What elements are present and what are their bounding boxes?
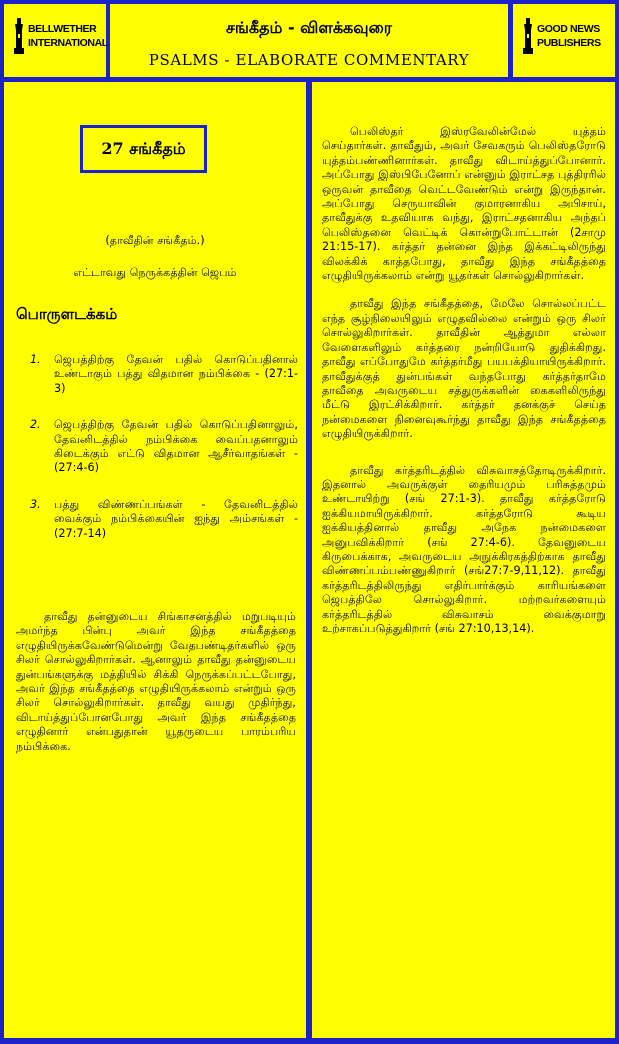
list-item — [30, 498, 298, 541]
list-item — [30, 353, 298, 396]
list-item-number: 1. — [30, 353, 41, 366]
prayer-line: எட்டாவது நெருக்கத்தின் ஜெபம் — [73, 266, 237, 279]
intro-paragraph: தாவீது தன்னுடைய சிங்காசனத்தில் மறுபடியும் அமர்ந்த பின்பு அவர் இந்த சங்கீதத்தை எழுதியிருக்கவேண்டுமென்று வேதபண்டிதர்களில் ஒரு சிலர் சொல்லுகிறார்கள். ஆனாலும் தாவீது தன்னுடைய துன்பங்களுக்கு மத்தியில் சிக்கி நெருக்கப்பட்டபோது, அவர் இந்த சங்கீதத்தை எழுதியிருக்கலாம் என்றும் ஒரு சிலர் சொல்லுகிறார்கள். தாவீது வயது முதிர்ந்து, விடாய்த்துப்போனபோது அவர் இந்த சங்கீதத்தை எழுதினார் என்பதுதான் யூதருடைய பாரம்பரிய நம்பிக்கை. — [16, 610, 296, 753]
psalm-subtitle: (தாவீதின் சங்கீதம்.) — [105, 234, 205, 247]
commentary-paragraph: பெலிஸ்தர் இஸ்ரவேலின்மேல் யுத்தம் செய்தார்கள். தாவீதும், அவர் சேவகரும் பெலிஸ்தரோடு யுத்தம்பண்ணினார்கள். தாவீது விடாய்த்துப்போனார். அப்போது இஸ்பிபேனோப் என்னும் இராட்சத புத்திரரில் ஒருவன் தாவீதை வெட்டவேண்டும் என்று இருந்தான். அப்போது செருயாவின் குமாரனாகிய அபிசாய், தாவீதுக்கு உதவியாக வந்து, இராட்சதனாகிய அந்தப் பெலிஸ்தனை வெட்டிக் கொன்றுபோட்டான் (2சாமு 21:15-17). கர்த்தர் தன்னை இந்த இக்கட்டிலிருந்து விலக்கிக் காத்தபோது, தாவீது இந்த சங்கீதத்தை எழுதியிருக்கலாம் என்று யூதர்கள் சொல்லுகிறார்கள். — [322, 125, 606, 283]
list-item-text: பத்து விண்ணப்பங்கள் - தேவனிடத்தில் வைக்கும் நம்பிக்கையின் ஐந்து அம்சங்கள் - (27:7-14) — [54, 497, 298, 540]
goodnews-logo — [521, 16, 611, 66]
logo-left-line2: INTERNATIONAL — [28, 37, 108, 49]
publisher-logo-bellwether — [4, 4, 106, 77]
bellwether-logo — [12, 16, 108, 66]
commentary-paragraph: தாவீது இந்த சங்கீதத்தை, மேலே சொல்லப்பட்ட எந்த சூழ்நிலையிலும் எழுதவில்லை என்றும் ஒரு சிலர் சொல்லுகிறார்கள். தாவீதின் ஆத்துமா எல்லா வேளைகளிலும் கர்த்தரை நன்றியோடு துதிக்கிறது. தாவீது எப்போதுமே கர்த்தர்மீது பயபக்தியாயிருக்கிறார். தாவீதுக்குத் துன்பங்கள் வந்தபோது கர்த்தர்தாமே தாவீதை அவருடைய சத்துருக்களின் கைகளிலிருந்து மீட்டு இரட்சிக்கிறார். கர்த்தர் தனக்குச் செய்த நன்மைகளை நினைவுகூர்ந்து தாவீது இந்த சங்கீதத்தை எழுதியிருக்கிறார். — [322, 297, 606, 441]
list-item-text: ஜெபத்திற்கு தேவன் பதில் கொடுப்பதினால் உண்டாகும் பத்து விதமான நம்பிக்கை - (27:1-3) — [54, 353, 298, 395]
right-column — [312, 82, 615, 1038]
list-item — [30, 418, 298, 476]
page-title-tamil: சங்கீதம் - விளக்கவுரை — [225, 18, 392, 37]
left-column — [4, 82, 306, 1038]
list-item-text: ஜெபத்திற்கு தேவன் பதில் கொடுப்பதினாலும், தேவனிடத்தில் நம்பிக்கை வைப்பதனாலும் கிடைக்கும் எட்டு விதமான ஆசீர்வாதங்கள் - (27:4-6) — [54, 418, 298, 475]
logo-right-line2: PUBLISHERS — [537, 37, 601, 49]
logo-right-line1: GOOD NEWS — [537, 23, 600, 35]
header-title-panel — [110, 4, 508, 77]
publisher-logo-goodnews — [513, 4, 615, 77]
list-item-number: 3. — [30, 497, 41, 511]
logo-left-line1: BELLWETHER — [28, 23, 97, 35]
contents-list — [30, 353, 298, 563]
page-title-english: PSALMS - ELABORATE COMMENTARY — [148, 51, 470, 69]
list-item-number: 2. — [30, 418, 41, 432]
commentary-paragraph: தாவீது கர்த்தரிடத்தில் விசுவாசத்தோடிருக்கிறார். இதனால் அவருக்குள் தைரியமும் பரிசுத்தமும் உண்டாயிற்று (சங் 27:1-3). தாவீது கர்த்தரோடு ஐக்கியமாயிருக்கிறார். கர்த்தரோடு கூடிய ஐக்கியத்தினால் தாவீது அநேக நன்மைகளை அனுபவிக்கிறார் (சங் 27:4-6). தேவனுடைய கிருபைக்காக, அவருடைய அநுக்கிரகத்திற்காக தாவீது விண்ணப்பம்பண்ணுகிறார் (சங்27:7-9,11,12). தாவீது கர்த்தரிடத்திலிருந்து எதிர்பார்க்கும் காரியங்களை ஜெபத்திலே சொல்லுகிறார். மற்றவர்களையும் கர்த்தரிடத்தில் விசுவாசம் வைக்குமாறு உற்சாகப்படுத்துகிறார் (சங் 27:10,13,14). — [322, 463, 606, 635]
contents-heading: பொருளடக்கம் — [16, 305, 118, 323]
tower-icon — [12, 16, 26, 56]
tower-icon — [521, 16, 535, 56]
psalm-title: 27 சங்கீதம் — [80, 125, 207, 173]
